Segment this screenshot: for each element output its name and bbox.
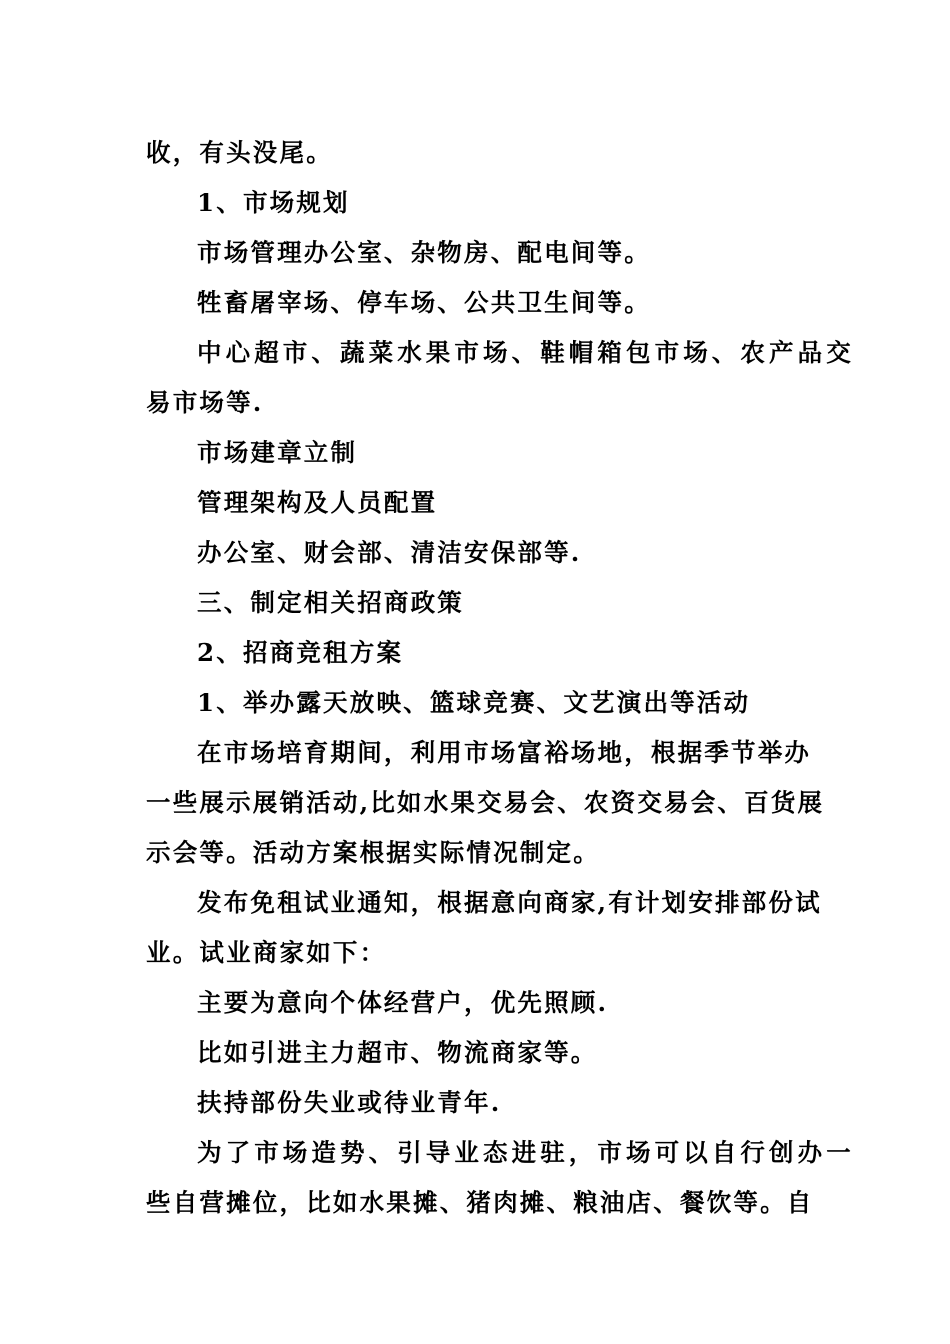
text-line: 市场建章立制 [197, 438, 358, 467]
text-line: 比如引进主力超市、物流商家等。 [197, 1038, 598, 1067]
text-line: 示会等。活动方案根据实际情况制定。 [146, 838, 600, 867]
text-line: 收，有头没尾。 [146, 138, 333, 167]
text-line: 管理架构及人员配置 [197, 488, 438, 517]
text-line: 易市场等. [146, 388, 264, 417]
text-line: 一些展示展销活动,比如水果交易会、农资交易会、百货展 [146, 788, 825, 817]
text-line: 主要为意向个体经营户，优先照顾. [197, 988, 609, 1017]
text-line: 业。试业商家如下： [146, 938, 387, 967]
text-line: 办公室、财会部、清洁安保部等. [197, 538, 582, 567]
text-line: 牲畜屠宰场、停车场、公共卫生间等。 [197, 288, 651, 317]
text-line: 发布免租试业通知，根据意向商家,有计划安排部份试 [197, 888, 822, 917]
text-line: 在市场培育期间，利用市场富裕场地，根据季节举办 [197, 738, 812, 767]
document-body [146, 128, 855, 1228]
text-line: 1、市场规划 [197, 188, 350, 217]
text-line: 为了市场造势、引导业态进驻，市场可以自行创办一 [197, 1138, 855, 1167]
text-line: 扶持部份失业或待业青年. [197, 1088, 502, 1117]
text-line: 中心超市、蔬菜水果市场、鞋帽箱包市场、农产品交 [197, 338, 855, 367]
text-line: 2、招商竞租方案 [197, 638, 404, 667]
text-line: 市场管理办公室、杂物房、配电间等。 [197, 238, 651, 267]
text-line: 1、举办露天放映、篮球竞赛、文艺演出等活动 [197, 688, 751, 717]
text-line: 些自营摊位，比如水果摊、猪肉摊、粮油店、餐饮等。自 [146, 1188, 814, 1217]
text-line: 三、制定相关招商政策 [197, 588, 464, 617]
